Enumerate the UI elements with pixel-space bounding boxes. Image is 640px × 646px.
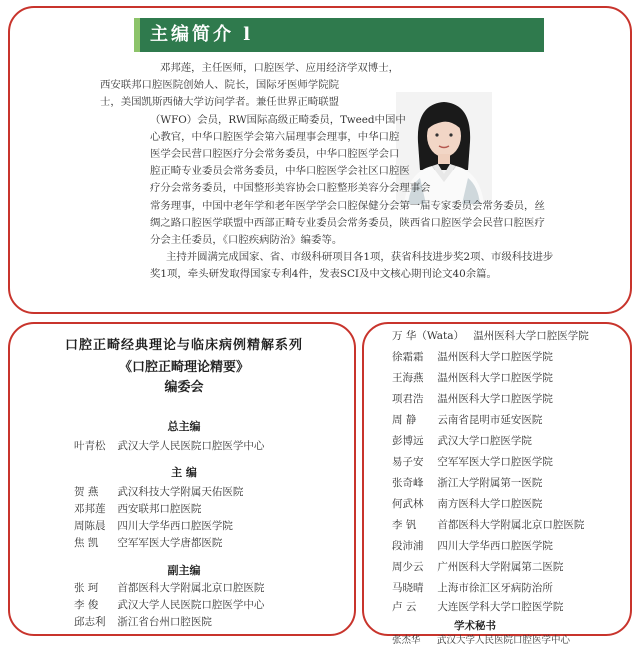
series-title: 口腔正畸经典理论与临床病例精解系列: [64, 338, 303, 353]
member-row: [392, 391, 553, 406]
member-row: [392, 599, 563, 614]
member-name: 段沛浦: [392, 540, 424, 552]
member-org: 四川大学华西口腔医学院: [117, 520, 233, 532]
editor-intro-panel: [8, 6, 632, 314]
member-org: 广州医科大学附属第二医院: [437, 561, 564, 573]
deputy-row: [74, 614, 212, 629]
member-name: 卢 云: [392, 601, 417, 613]
member-name: 周 静: [392, 414, 417, 426]
member-name: 贺 燕: [74, 486, 99, 498]
bio-line: 绸之路口腔医学联盟中西部正畸专业委员会常务委员，陕西省口腔医学会民营口腔医疗: [150, 216, 545, 229]
member-org: 温州医科大学口腔医学院: [473, 330, 589, 342]
member-name: 项君浩: [392, 393, 424, 405]
member-org: 上海市徐汇区牙病防治所: [437, 582, 553, 594]
member-name: 叶青松: [74, 440, 106, 452]
member-row: [392, 412, 542, 427]
member-name: 张奇峰: [392, 477, 424, 489]
member-row: [392, 517, 584, 532]
member-name: 彭博远: [392, 435, 424, 447]
editor-row: [74, 518, 233, 533]
committee-title: 编委会: [164, 380, 204, 395]
member-org: 空军军医大学唐都医院: [117, 537, 223, 549]
member-name: 周陈晨: [74, 520, 106, 532]
member-row: [392, 328, 589, 343]
bio-line: 士，美国凯斯西储大学访问学者。兼任世界正畸联盟: [100, 96, 339, 109]
member-org: 武汉大学人民医院口腔医学中心: [117, 599, 265, 611]
member-row: [392, 370, 553, 385]
member-row: [392, 433, 532, 448]
member-org: 武汉大学人民医院口腔医学中心: [117, 440, 265, 452]
member-name: 易子安: [392, 456, 424, 468]
bio-line: 常务理事，中国中老年学和老年医学学会口腔保健分会第一届专家委员会常务委员，丝: [150, 199, 545, 212]
member-org: 温州医科大学口腔医学院: [437, 393, 553, 405]
member-name: 邱志利: [74, 616, 106, 628]
member-org: 浙江省台州口腔医院: [117, 616, 212, 628]
editorial-board-panel: [8, 322, 356, 636]
book-title: 《口腔正畸理论精要》: [118, 360, 249, 375]
bio-line: 奖1项，牵头研发取得国家专利4件，发表SCI及中文核心期刊论文40余篇。: [150, 268, 497, 281]
member-org: 温州医科大学口腔医学院: [437, 351, 553, 363]
member-org: 首都医科大学附属北京口腔医院: [117, 582, 265, 594]
bio-line: 分会主任委员，《口腔疾病防治》编委等。: [150, 234, 343, 247]
member-org: 南方医科大学口腔医院: [437, 498, 543, 510]
member-org: 浙江大学附属第一医院: [437, 477, 543, 489]
member-org: 武汉大学口腔医学院: [437, 435, 532, 447]
member-name: 张 珂: [74, 582, 99, 594]
editors-heading: 主 编: [171, 466, 197, 479]
member-org: 云南省昆明市延安医院: [437, 414, 543, 426]
member-name: 周少云: [392, 561, 424, 573]
member-row: [392, 475, 542, 490]
secretary-row: [392, 632, 570, 646]
chief-editor-row: [74, 438, 264, 453]
bio-line: 医学会民营口腔医疗分会常务委员，中华口腔医学会口: [150, 148, 400, 161]
editor-row: [74, 501, 201, 516]
member-row: [392, 538, 553, 553]
member-name: 万 华（Wata）: [392, 330, 464, 342]
member-org: 武汉大学人民医院口腔医学中心: [437, 635, 571, 646]
member-org: 大连医学科大学口腔医学院: [437, 601, 564, 613]
member-org: 空军军医大学口腔医学院: [437, 456, 553, 468]
member-name: 李 钒: [392, 519, 417, 531]
member-row: [392, 580, 553, 595]
bio-line: （WFO）会员，RW国际高级正畸委员，Tweed中国中: [150, 113, 406, 126]
editor-row: [74, 535, 222, 550]
chief-editor-heading: 总主编: [167, 420, 201, 433]
member-name: 何武林: [392, 498, 424, 510]
intro-banner: 主编简介 l: [134, 18, 544, 52]
deputy-row: [74, 597, 264, 612]
deputy-row: [74, 580, 264, 595]
bio-line: 腔正畸专业委员会常务委员，中华口腔医学会社区口腔医: [150, 165, 410, 178]
members-panel: [362, 322, 632, 646]
member-name: 徐霜霜: [392, 351, 424, 363]
member-name: 李 俊: [74, 599, 99, 611]
deputy-heading: 副主编: [167, 564, 201, 577]
member-name: 邓邦莲: [74, 503, 106, 515]
editor-bio: [100, 60, 624, 284]
member-row: [392, 349, 553, 364]
member-name: 马晓晴: [392, 582, 424, 594]
member-row: [392, 559, 563, 574]
bio-line: 邓邦莲，主任医师，口腔医学、应用经济学双博士，: [160, 62, 399, 74]
bio-line: 心教官，中华口腔医学会第六届理事会理事，中华口腔: [150, 130, 400, 143]
bio-line: 疗分会常务委员，中国整形美容协会口腔整形美容分会理事会: [150, 182, 431, 195]
member-org: 首都医科大学附属北京口腔医院: [437, 519, 585, 531]
bio-line: 主持并圆满完成国家、省、市级科研项目各1项，获省科技进步奖2项、市级科技进步: [166, 251, 554, 264]
member-name: 张杰华: [392, 635, 421, 646]
secretary-heading: 学术秘书: [454, 620, 496, 632]
member-row: [392, 496, 542, 511]
member-org: 温州医科大学口腔医学院: [437, 372, 553, 384]
member-name: 焦 凯: [74, 537, 99, 549]
member-name: 王海燕: [392, 372, 424, 384]
member-row: [392, 454, 553, 469]
member-org: 四川大学华西口腔医学院: [437, 540, 553, 552]
editor-row: [74, 484, 243, 499]
member-org: 西安联邦口腔医院: [117, 503, 202, 515]
member-org: 武汉科技大学附属天佑医院: [117, 486, 244, 498]
bio-line: 西安联邦口腔医院创始人、院长，国际牙医师学院院: [100, 79, 339, 92]
